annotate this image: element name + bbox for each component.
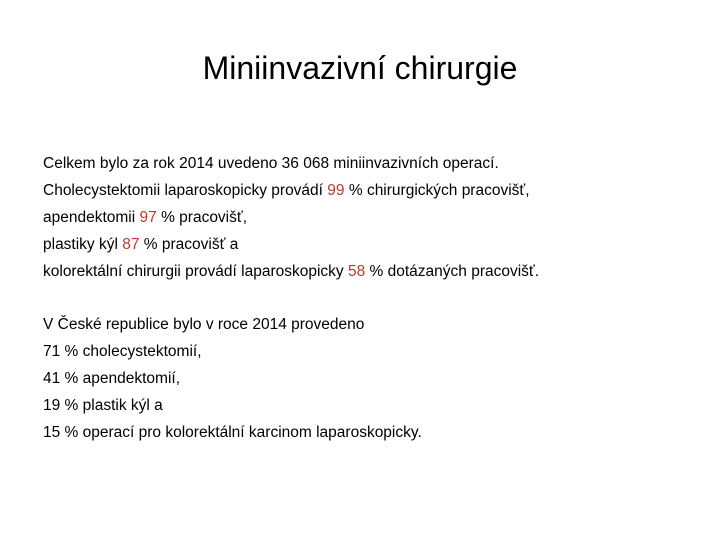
survey-appendectomy-value: 97 bbox=[139, 209, 157, 226]
national-hernia-line: 19 % plastik kýl a bbox=[43, 397, 163, 414]
survey-appendectomy-line bbox=[43, 204, 693, 231]
slide-title: Miniinvazivní chirurgie bbox=[202, 50, 518, 86]
survey-colorectal-suffix: % dotázaných pracovišť. bbox=[365, 263, 540, 280]
survey-cholecystectomy-value: 99 bbox=[327, 182, 345, 199]
survey-appendectomy-text: apendektomii bbox=[43, 209, 140, 226]
survey-hernia-line bbox=[43, 231, 693, 258]
survey-appendectomy-suffix: % pracovišť, bbox=[156, 209, 247, 226]
survey-cholecystectomy-suffix: % chirurgických pracovišť, bbox=[344, 182, 530, 199]
survey-cholecystectomy-text: Cholecystektomii laparoskopicky provádí bbox=[43, 182, 328, 199]
national-intro-line: V České republice bylo v roce 2014 provedeno bbox=[43, 316, 365, 333]
survey-cholecystectomy-line bbox=[43, 177, 693, 204]
national-cholecystectomy-line: 71 % cholecystektomií, bbox=[43, 343, 202, 360]
paragraph-survey bbox=[43, 150, 693, 285]
survey-colorectal-line bbox=[43, 258, 693, 285]
survey-hernia-text: plastiky kýl bbox=[43, 236, 123, 253]
national-appendectomy-line: 41 % apendektomií, bbox=[43, 370, 181, 387]
national-colorectal-line: 15 % operací pro kolorektální karcinom laparoskopicky. bbox=[43, 424, 422, 441]
survey-colorectal-value: 58 bbox=[347, 263, 366, 280]
survey-total-line: Celkem bylo za rok 2014 uvedeno 36 068 miniinvazivních operací. bbox=[43, 155, 499, 172]
survey-colorectal-text: kolorektální chirurgii provádí laparoskopicky bbox=[43, 263, 348, 280]
survey-hernia-value: 87 bbox=[122, 236, 140, 253]
paragraph-national bbox=[43, 311, 693, 446]
survey-hernia-suffix: % pracovišť a bbox=[139, 236, 239, 253]
slide-content bbox=[43, 150, 693, 446]
